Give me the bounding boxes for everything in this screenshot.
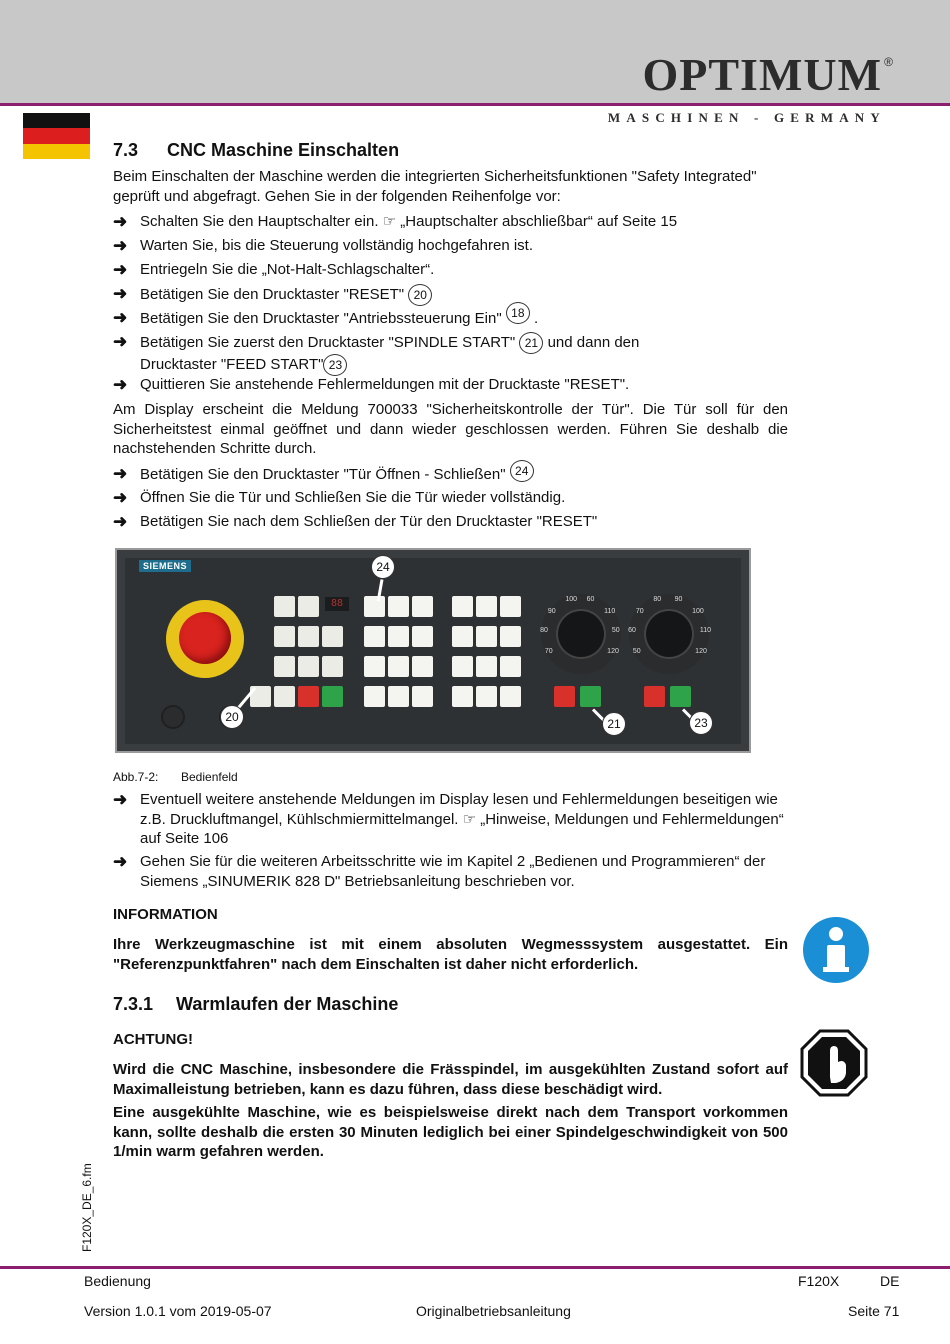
arrow-icon: ➜ [113, 284, 128, 303]
dial-tick-label: 110 [699, 627, 712, 635]
feed-start-key-icon [670, 686, 691, 707]
ref-point-key-icon [298, 596, 319, 617]
registered-mark: ® [884, 55, 893, 69]
dial-tick-label: 120 [695, 648, 707, 655]
header-band [0, 0, 950, 103]
subsection-title-text: Warmlaufen der Maschine [176, 994, 399, 1014]
dial-tick-label: 50 [611, 627, 620, 635]
arrow-icon: ➜ [113, 260, 128, 279]
step-item: ➜ Warten Sie, bis die Steuerung vollständig hochgefahren ist. [113, 236, 534, 255]
arrow-icon: ➜ [113, 212, 128, 231]
attention-hand-icon [800, 1029, 868, 1097]
info-heading: INFORMATION [113, 906, 218, 923]
brand-logo: OPTIMUM [642, 49, 882, 100]
footer-model: F120X [798, 1273, 840, 1289]
footer-language: DE [880, 1273, 900, 1289]
dial-tick-label: 80 [540, 627, 548, 635]
footer-chapter: Bedienung [84, 1273, 151, 1289]
step-item: ➜ Betätigen Sie zuerst den Drucktaster "SPINDLE START" 21 und dann den Drucktaster "FEED START" 23 [113, 332, 788, 376]
section-title [113, 140, 399, 161]
file-label: F120X_DE_6.fm [80, 1163, 94, 1252]
footer-document-type: Originalbetriebsanleitung [416, 1303, 571, 1319]
feed-stop-key-icon [644, 686, 665, 707]
dial-tick-label: 90 [547, 607, 556, 615]
subsection-title [113, 994, 398, 1015]
arrow-icon: ➜ [113, 308, 128, 327]
mdi-key-icon [322, 626, 343, 647]
reference-badge: 18 [506, 302, 530, 324]
spindle-stop-key-icon [554, 686, 575, 707]
single-block-key-icon [274, 686, 295, 707]
feed-override-knob [646, 611, 692, 657]
emergency-stop-icon [179, 612, 231, 664]
callout-24: 24 [371, 555, 395, 579]
spindle-override-knob [558, 611, 604, 657]
dial-tick-label: 80 [653, 595, 662, 603]
panel-display: 88 [325, 597, 349, 611]
cycle-stop-key-icon [298, 686, 319, 707]
information-icon [803, 917, 869, 983]
footer-page-number: Seite 71 [848, 1303, 900, 1319]
section-number: 7.3 [113, 140, 139, 160]
callout-23: 23 [689, 711, 713, 735]
dial-tick-label: 110 [604, 607, 616, 615]
auto-key-icon [274, 656, 295, 677]
figure-caption-text: Bedienfeld [181, 770, 238, 784]
intro-paragraph: Beim Einschalten der Maschine werden die integrierten Sicherheitsfunktionen "Safety Integrated" geprüft und abgefragt. Gehen Sie in der folgenden Reihenfolge vor: [113, 168, 757, 205]
step-item: ➜ Betätigen Sie den Drucktaster "RESET" 20 [113, 284, 788, 306]
spindle-start-key-icon [580, 686, 601, 707]
section-title-text: CNC Maschine Einschalten [167, 140, 400, 160]
step-item: ➜ Schalten Sie den Hauptschalter ein. ☞ „Hauptschalter abschließbar“ auf Seite 15 [113, 212, 678, 231]
arrow-icon: ➜ [113, 488, 128, 507]
step-item: ➜ Eventuell weitere anstehende Meldungen im Display lesen und Fehlermeldungen beseitigen wie z.B. Druckluftmangel, Kühlschmiermittelmangel. ☞ „Hinweise, Meldungen und Fehlermeldungen“ auf Seite 106 [113, 790, 784, 847]
cycle-start-key-icon [322, 686, 343, 707]
arrow-icon: ➜ [113, 790, 128, 809]
control-panel-image [115, 548, 751, 753]
step-item: ➜ Betätigen Sie nach dem Schließen der Tür den Drucktaster "RESET" [113, 512, 598, 531]
key-switch-hole [161, 705, 185, 729]
dial-tick-label: 90 [674, 595, 683, 603]
footer-version: Version 1.0.1 vom 2019-05-07 [84, 1303, 272, 1319]
figure-label: Abb.7-2: [113, 770, 159, 784]
dial-tick-label: 120 [607, 648, 619, 655]
dial-tick-label: 60 [586, 595, 595, 603]
dial-tick-label: 50 [632, 648, 641, 655]
step-item: ➜ Quittieren Sie anstehende Fehlermeldungen mit der Drucktaste "RESET". [113, 375, 630, 394]
reference-badge: 21 [519, 332, 543, 354]
display-paragraph: Am Display erscheint die Meldung 700033 "Sicherheitskontrolle der Tür". Die Tür soll für den Sicherheitstest einmal geöffnet und dann wieder geschlossen werden. Führen Sie deshalb die nachstehenden Schritte durch. [113, 401, 788, 457]
arrow-icon: ➜ [113, 332, 128, 351]
header-accent-line [0, 103, 950, 106]
dial-tick-label: 100 [692, 607, 704, 615]
mda-key-icon [274, 626, 295, 647]
step-item: ➜ Gehen Sie für die weiteren Arbeitsschritte wie im Kapitel 2 „Bedienen und Programmieren“ der Siemens „SINUMERIK 828 D" Betriebsanleitung beschrieben vor. [113, 852, 766, 890]
siemens-logo: SIEMENS [139, 560, 191, 572]
subsection-number: 7.3.1 [113, 994, 154, 1014]
warning-heading: ACHTUNG! [113, 1031, 193, 1048]
jog-key-icon [274, 596, 295, 617]
reference-badge: 20 [408, 284, 432, 306]
callout-21: 21 [602, 712, 626, 736]
figure-caption [113, 770, 238, 784]
dial-tick-label: 60 [628, 627, 636, 635]
callout-20: 20 [220, 705, 244, 729]
repos-key-icon [298, 656, 319, 677]
dial-tick-label: 70 [544, 648, 553, 655]
step-item: ➜ Betätigen Sie den Drucktaster "Antriebssteuerung Ein" 18 . [113, 308, 788, 330]
info-text: Ihre Werkzeugmaschine ist mit einem absoluten Wegmesssystem ausgestattet. Ein "Referenzpunktfahren" nach dem Einschalten ist daher nicht erforderlich. [113, 936, 788, 973]
door-key-icon [364, 596, 385, 617]
arrow-icon: ➜ [113, 852, 128, 871]
arrow-icon: ➜ [113, 512, 128, 531]
reference-badge: 23 [323, 354, 347, 376]
footer-accent-line [0, 1266, 950, 1269]
warning-text-2: Eine ausgekühlte Maschine, wie es beispielsweise direkt nach dem Transport vorkommen kann, sollte deshalb die ersten 30 Minuten lediglich bei einer Spindelgeschwindigkeit von 500 1/min warm gefahren werden. [113, 1104, 788, 1160]
step-item: ➜ Entriegeln Sie die „Not-Halt-Schlagschalter“. [113, 260, 435, 279]
arrow-icon: ➜ [113, 236, 128, 255]
brand-tagline: MASCHINEN - GERMANY [607, 110, 886, 125]
arrow-icon: ➜ [113, 375, 128, 394]
teach-in-key-icon [298, 626, 319, 647]
german-flag-icon [23, 113, 90, 159]
step-item: ➜ Betätigen Sie den Drucktaster "Tür Öffnen - Schließen" 24 [113, 464, 788, 486]
step-item: ➜ Öffnen Sie die Tür und Schließen Sie die Tür wieder vollständig. [113, 488, 566, 507]
inc-var-key-icon [322, 656, 343, 677]
dial-tick-label: 100 [565, 595, 578, 603]
arrow-icon: ➜ [113, 464, 128, 483]
reference-badge: 24 [510, 460, 534, 482]
dial-tick-label: 70 [635, 607, 644, 615]
warning-text-1: Wird die CNC Maschine, insbesondere die Frässpindel, im ausgekühlten Zustand sofort auf Maximalleistung betrieben, kann es dazu führen, dass diese beschädigt wird. [113, 1061, 788, 1098]
